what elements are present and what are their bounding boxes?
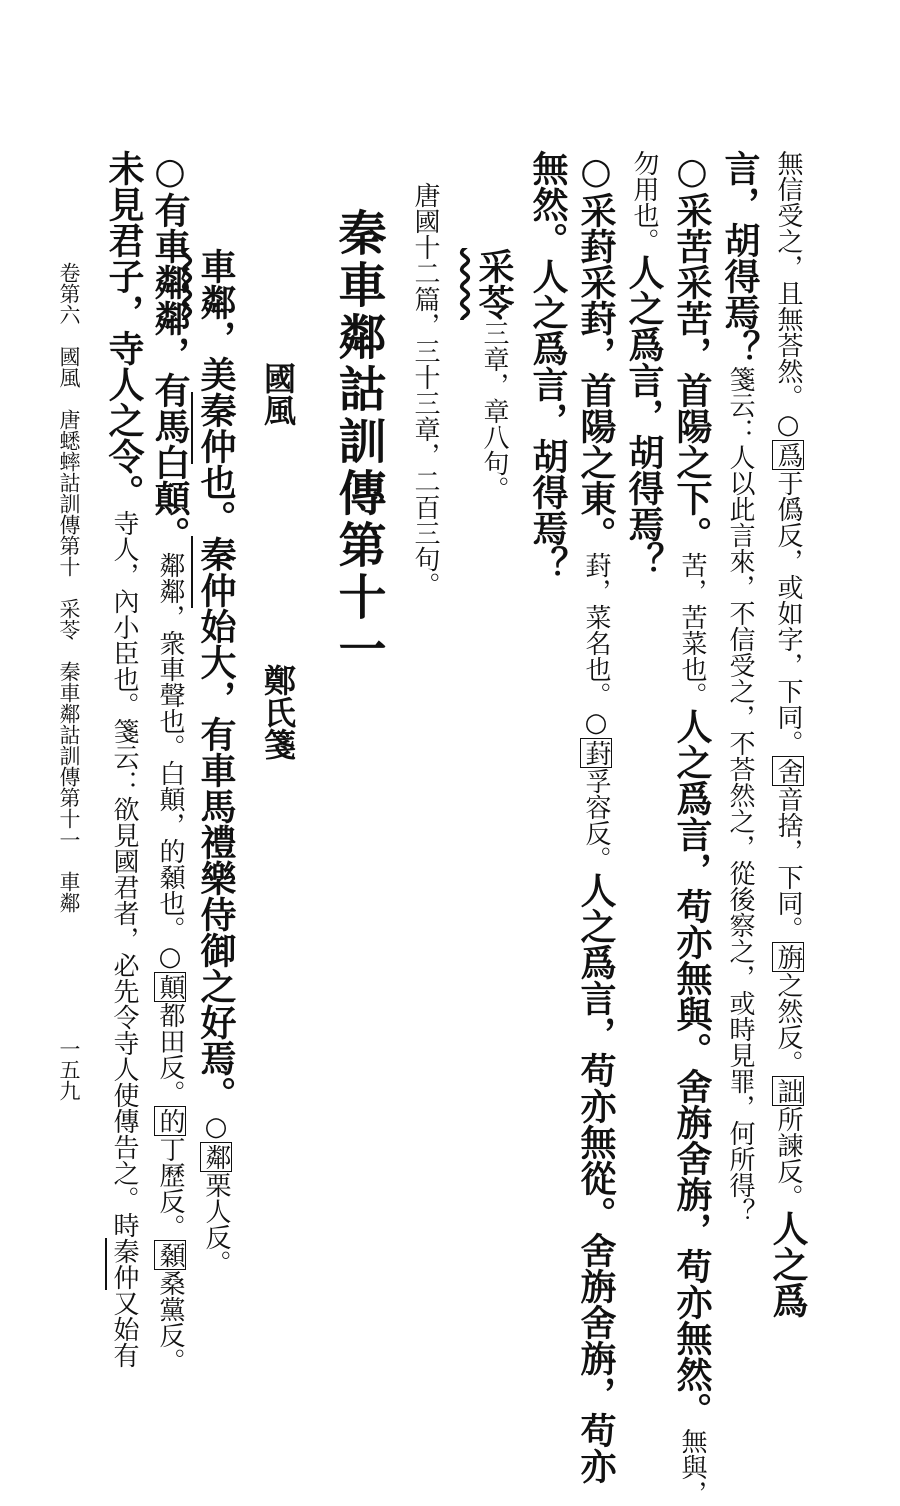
- commentary-text: 鄭氏箋: [259, 664, 297, 760]
- commentary-text: 三章，章八句。: [479, 320, 509, 502]
- commentary-text: 都田反。: [155, 1002, 185, 1106]
- text-column: [103, 150, 145, 1368]
- main-text: ，美: [195, 320, 237, 392]
- commentary-text: 秦車鄰詁訓傳第十一: [330, 208, 386, 676]
- text-column: [575, 150, 617, 1484]
- commentary-text: 所諫反。: [773, 1106, 803, 1210]
- text-column: [671, 150, 713, 1506]
- text-column: [719, 150, 761, 1224]
- text-column: [412, 182, 438, 598]
- commentary-text: ○: [201, 1112, 231, 1142]
- main-text: 人之爲言，苟亦無從。: [575, 872, 617, 1232]
- main-text: 舍旃舍旃，苟: [575, 1232, 617, 1448]
- commentary-text: 無與，: [677, 1428, 707, 1506]
- commentary-text: 無信受之，且無荅然。○: [773, 150, 803, 440]
- text-column: [767, 150, 809, 1318]
- commentary-text: 孚容反。: [581, 768, 611, 872]
- text-column: [623, 150, 665, 578]
- text-column: [259, 664, 297, 760]
- commentary-text: 葑，菜名也。○: [581, 552, 611, 738]
- text-column: [527, 150, 569, 582]
- commentary-text: 之然反。: [773, 972, 803, 1076]
- text-column: [259, 362, 297, 426]
- commentary-text: 鄰鄰，衆車聲也。白顛，的顙也。○: [155, 552, 185, 972]
- main-text: 未見君子，寺人之令。: [103, 150, 145, 510]
- text-column: [473, 248, 515, 502]
- commentary-text: 桑黨反。: [155, 1270, 185, 1374]
- commentary-text: 國風: [259, 362, 297, 426]
- commentary-text: 又始有: [109, 1290, 139, 1368]
- main-text: 言，胡得焉？: [719, 150, 761, 366]
- commentary-text: 栗人反。: [201, 1172, 231, 1276]
- commentary-text: 音捨，下同。: [773, 786, 803, 942]
- main-text: 無然。: [527, 150, 569, 258]
- commentary-text: 于僞反，或如字，下同。: [773, 470, 803, 756]
- commentary-text: 秦仲: [105, 1238, 139, 1290]
- phonetic-head-char: 鄰: [201, 1144, 231, 1170]
- main-text: 也。: [195, 464, 237, 536]
- main-text: ○有車鄰鄰，有馬白顛。: [149, 150, 191, 552]
- main-text: 車鄰: [195, 248, 237, 320]
- phonetic-head-char: 舍: [773, 758, 803, 784]
- main-text: 人之爲言，苟亦無與。: [671, 708, 713, 1068]
- phonetic-head-char: 爲: [773, 442, 803, 468]
- phonetic-head-char: 葑: [581, 740, 611, 766]
- commentary-text: 箋云：人以此言來，不信受之，不荅然之，從後察之，或時見罪，何所得？: [725, 366, 755, 1224]
- text-column: [330, 208, 386, 676]
- page-number: 一五九: [57, 1038, 81, 1101]
- text-column: [149, 150, 191, 1374]
- main-text: ○采葑采葑，首陽之東。: [575, 150, 617, 552]
- main-text: 人之爲: [767, 1210, 809, 1318]
- phonetic-head-char: 顙: [155, 1242, 185, 1268]
- main-text: 秦仲: [191, 536, 237, 608]
- commentary-text: 丁歷反。: [155, 1136, 185, 1240]
- phonetic-head-char: 顛: [155, 974, 185, 1000]
- main-text: 采苓: [473, 248, 515, 320]
- main-text: 秦仲: [191, 392, 237, 464]
- phonetic-head-char: 詘: [773, 1078, 803, 1104]
- commentary-text: 勿用也。: [629, 150, 659, 254]
- main-text: 舍旃舍旃，苟亦無然。: [671, 1068, 713, 1428]
- phonetic-head-char: 的: [155, 1108, 185, 1134]
- commentary-text: 苦，苦菜也。: [677, 552, 707, 708]
- running-footer: 卷第六 國風 唐蟋蟀詁訓傳第十 采苓 秦車鄰詁訓傳第十一 車鄰: [57, 262, 81, 913]
- main-text: ○采苦采苦，首陽之下。: [671, 150, 713, 552]
- text-column: [195, 248, 237, 1276]
- main-text: 亦: [575, 1448, 617, 1484]
- main-text: 始大，有車馬禮樂侍御之好焉。: [195, 608, 237, 1112]
- commentary-text: 寺人，內小臣也。箋云：欲見國君者，必先令寺人使傳告之。時: [109, 510, 139, 1238]
- commentary-text: 唐國十二篇，三十三章，二百三句。: [410, 182, 440, 598]
- main-text: 人之爲言，胡得焉？: [527, 258, 569, 582]
- phonetic-head-char: 旃: [773, 944, 803, 970]
- main-text: 人之爲言，胡得焉？: [623, 254, 665, 578]
